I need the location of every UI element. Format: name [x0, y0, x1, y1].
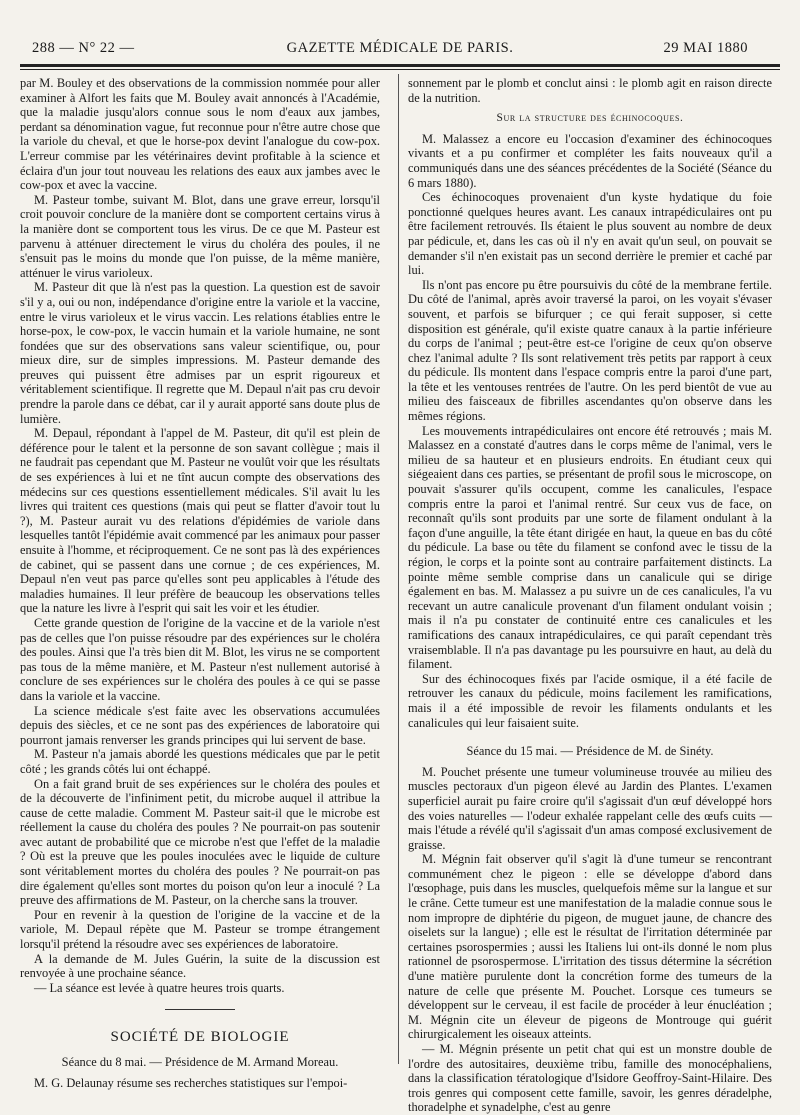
page-number: 288 — N° 22 — [32, 40, 135, 56]
paragraph: M. Mégnin fait observer qu'il s'agit là d'une tumeur se rencontrant communément chez le pigeon : elle se développe d'abord dans l'œsophage, puis dans les muscles, quelquefois même sur la langue et sur le crâne. Cette tumeur est une manifestation de la maladie connue sous le nom impropre de diphtérie du pigeon, de muguet jaune, de chancre des oiselets sur la langue) ; elle est le résultat de l'irritation déterminée par certaines psorospermies ; aussi les Italiens lui ont-ils donné le nom plus rationnel de psorospermose. L'irritation des tissus détermine la sécrétion d'une matière purulente dont la concrétion forme des tumeurs de la nature de celle que présente M. Pouchet. Lorsque ces tumeurs se développent sur le cerveau, il est facile de procéder à leur énucléation ; M. Mégnin cite un éleveur de pigeons de Montrouge qui guérit chirurgicalement les oiseaux atteints. [408, 852, 772, 1042]
paragraph: Pour en revenir à la question de l'origine de la vaccine et de la variole, M. Depaul répète que M. Pasteur se trompe étrangement lorsqu'il prétend la résoudre avec ses expériences de laboratoire. [20, 907, 380, 952]
paragraph: A la demande de M. Jules Guérin, la suite de la discussion est renvoyée à une prochaine séance. [20, 951, 380, 981]
column-divider [398, 74, 399, 1064]
society-heading: SOCIÉTÉ DE BIOLOGIE [110, 1029, 290, 1046]
paragraph: Les mouvements intrapédiculaires ont encore été retrouvés ; mais M. Malassez en a constaté d'autres dans le corps même de l'animal, vers le milieu de sa hauteur et en plusieurs endroits. En étudiant ceux qui siégeaient dans ces parties, se présentant de profil sous le microscope, on pouvait s'assurer qu'ils occupent, comme les canalicules, l'espace compris entre la paroi et l'animal rentré. Sur ceux vus de face, on reconnaît qu'ils sont produits par une sorte de filament ondulant à la façon d'une anguille, la tête étant dirigée en haut, la queue en bas du côté du pédicule. La base ou tête du filament se confond avec le tissu de la région, le corps et la pointe sont au contraire parfaitement distincts. La pointe même semble comprise dans un canalicule qui se dirige également en bas. M. Malassez a pu suivre un de ces canalicules, l'a vu recevant un autre canalicule provenant d'un filament ondulant voisin ; mais il n'a pu constater de continuité entre ces canalicules et les ramifications des canaux intrapédiculaires, ce qui paraît cependant très vraisemblable. Il n'a pas davantage pu les poursuivre en haut, au delà du filament. [408, 423, 772, 672]
header-rule-thick [20, 64, 780, 67]
paragraph: M. Pouchet présente une tumeur volumineuse trouvée au milieu des muscles pectoraux d'un pigeon élevé au Jardin des Plantes. L'examen superficiel aurait pu faire croire qu'il s'agissait d'un œuf développé hors des voies naturelles — l'odeur exhalée rappelant celle des œufs cuits — mais l'étude a révélé qu'il s'agissait d'un amas composé exclusivement de graisse. [408, 764, 772, 852]
left-column [20, 76, 380, 1090]
paragraph: Sur des échinocoques fixés par l'acide osmique, il a été facile de retrouver les canaux du pédicule, moins facilement les ramifications, mais il a été impossible de revoir les filaments ondulants et les canalicules qui leur faisaient suite. [408, 671, 772, 730]
section-separator [165, 1009, 235, 1010]
paragraph: par M. Bouley et des observations de la commission nommée pour aller examiner à Alfort les faits que M. Bouley avait annoncés à l'Académie, que la maladie jusqu'alors connue sous le nom d'eaux aux jambes, perdant sa dénomination vague, fut reconnue pour n'être autre chose que la variole du cheval, et que le horse-pox devint l'analogue du cow-pox. L'erreur commise par les vétérinaires devint profitable à la science et éclaira d'un jour tout nouveau les relations des eaux aux jambes avec le cow-pox et avec la vaccine. [20, 76, 380, 193]
journal-title: GAZETTE MÉDICALE DE PARIS. [286, 40, 514, 56]
paragraph: On a fait grand bruit de ses expériences sur le choléra des poules et de la découverte de l'infiniment petit, du microbe auquel il attribue la cause de cette maladie. Comment M. Pasteur sait-il que le microbe est réellement la cause du choléra des poules ? Ne pourrait-on pas soutenir avec autant de probabilité que ce microbe n'est que l'effet de la maladie ? Où est la preuve que les poules inoculées avec le liquide de culture sont véritablement mortes du choléra des poules ? Ne pourrait-on pas dire également qu'elles sont mortes du poison qu'on leur a inoculé ? La preuve des affirmations de M. Pasteur, on la cherche sans la trouver. [20, 776, 380, 908]
session-heading: Séance du 8 mai. — Présidence de M. Armand Moreau. [61, 1055, 339, 1069]
paragraph: M. Malassez a encore eu l'occasion d'examiner des échinocoques vivants et a pu confirmer et compléter les faits nouveaux qu'il a communiqués dans une des séances précédentes de la Société (Séance du 6 mars 1880). [408, 131, 772, 190]
right-column [408, 76, 772, 1115]
paragraph: M. G. Delaunay résume ses recherches statistiques sur l'empoi- [34, 1075, 348, 1090]
paragraph: Ils n'ont pas encore pu être poursuivis du côté de la membrane fertile. Du côté de l'animal, après avoir traversé la paroi, on les voyait s'évaser souvent, et parfois se bifurquer ; ce qui ferait supposer, si cette disposition est générale, qu'il existe quatre canaux à la partie inférieure du corps de l'animal ; peut-être est-ce l'origine de ceux qu'on observe chez l'animal adulte ? Ils sont relativement très petits par rapport à ceux du pédicule. Ils montent dans l'espace compris entre la paroi d'une part, la tête et les ventouses rentrées de l'autre. On les perd bientôt de vue au milieu des faisceaux de fibrilles ascendantes qu'on observe dans les mêmes régions. [408, 277, 772, 424]
session-heading: Séance du 15 mai. — Présidence de M. de Sinéty. [466, 744, 714, 759]
paragraph: Cette grande question de l'origine de la vaccine et de la variole n'est pas de celles que l'on puisse résoudre par des expériences sur le choléra des poules. Ainsi que l'a très bien dit M. Blot, les virus ne se comportent pas tous de la même manière, et M. Pasteur n'est nullement autorisé à conclure de ses expériences sur le choléra des poules à ce qui se passe dans la variole et la vaccine. [20, 615, 380, 703]
paragraph: — La séance est levée à quatre heures trois quarts. [34, 980, 285, 995]
paragraph: sonnement par le plomb et conclut ainsi : le plomb agit en raison directe de la nutrition. [408, 76, 772, 105]
paragraph: M. Pasteur dit que là n'est pas la question. La question est de savoir s'il y a, oui ou non, indépendance d'origine entre la variole et la vaccine, entre le virus varioleux et le virus vaccin. Les relations établies entre le horse-pox, le cow-pox, le vaccin humain et la variole humaine, ne sont fondées que sur des observations sans valeur scientifique, ou, pour mieux dire, sur de simples impressions. M. Pasteur demande des preuves qui puissent être admises par un esprit rigoureux et véritablement scientifique. Il regrette que M. Depaul n'ait pas cru devoir prendre la parole dans ce débat, car il y aurait apporté sans doute plus de lumière. [20, 280, 380, 426]
paragraph: M. Pasteur n'a jamais abordé les questions médicales que par le petit côté ; les grands côtés lui ont échappé. [20, 747, 380, 776]
paragraph: Ces échinocoques provenaient d'un kyste hydatique du foie ponctionné quelques heures avant. Les canaux intrapédiculaires ont pu être facilement retrouvés. Ils étaient le plus souvent au nombre de deux par pédicule, et, dans les cas où il n'y en avait qu'un seul, on pouvait se demander s'il n'en existait pas un second derrière le premier et caché par lui. [408, 190, 772, 278]
paragraph: M. Pasteur tombe, suivant M. Blot, dans une grave erreur, lorsqu'il croit pouvoir conclure de la manière dont se comportent certains virus à la manière dont se comportent tous les virus. De ce que M. Pasteur est parvenu à atténuer directement le virus du choléra des poules, il ne s'ensuit pas le moins du monde que l'on puisse, de la même manière, atténuer le virus varioleux. [20, 192, 380, 280]
paragraph: — M. Mégnin présente un petit chat qui est un monstre double de l'ordre des autositaires, deuxième tribu, famille des monocéphaliens, dans la classification tératologique d'Isidore Geoffroy-Saint-Hilaire. Des trois genres qui composent cette famille, savoir, les genres déradelphe, thoradelphe et synadelphe, c'est au genre [408, 1042, 772, 1115]
issue-date: 29 MAI 1880 [663, 40, 748, 56]
header-rule-thin [20, 69, 780, 70]
paragraph: M. Depaul, répondant à l'appel de M. Pasteur, dit qu'il est plein de déférence pour le talent et la personne de son savant collègue ; mais il ne faudrait pas cependant que M. Pasteur ne voulût voir que les résultats de ses expériences à lui et ne tînt aucun compte des observations des médecins sur ces questions essentiellement médicales. S'il avait lu les livres qui traitent ces questions (mais qui peut se flatter d'avoir tout lu ?), M. Pasteur aurait vu des relations d'épidémies de variole dans lesquelles tantôt l'épidémie avait commencé par les animaux pour passer ensuite à l'homme, et réciproquement. Ce ne sont pas là des expériences de cabinet, qui se passent dans une cornue ; de ces expériences, M. Depaul n'en veut pas parce qu'elles sont peu applicables à l'étude des maladies humaines. Il leur préfère de beaucoup les observations telles que la nature les livre à l'esprit qui sait les voir et les étudier. [20, 426, 380, 616]
paragraph: La science médicale s'est faite avec les observations accumulées depuis des siècles, et ce ne sont pas des expériences de laboratoire qui pourront jamais renverser les grands principes qui lui servent de base. [20, 703, 380, 747]
page-header [20, 40, 780, 62]
section-subtitle: Sur la structure des échinocoques. [496, 112, 684, 125]
